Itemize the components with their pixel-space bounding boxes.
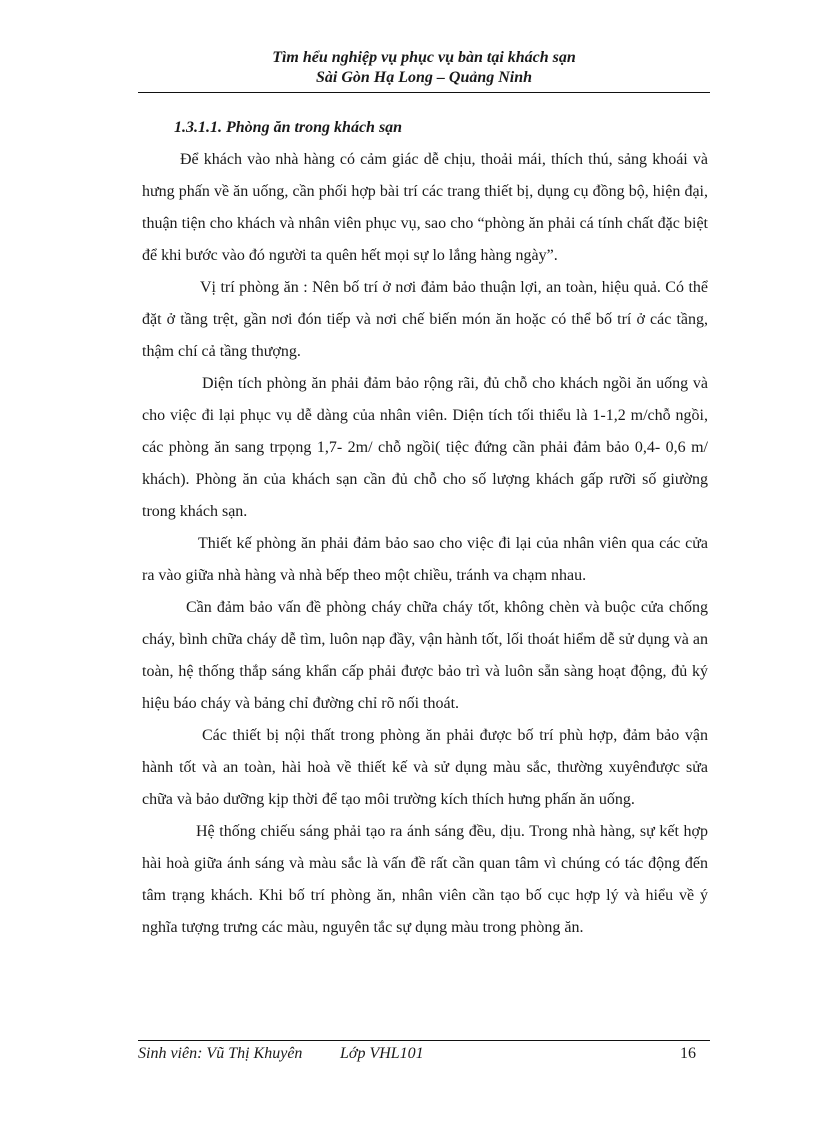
- footer-class: Lớp VHL101: [340, 1045, 424, 1062]
- running-footer: [138, 1044, 710, 1066]
- body-paragraph: Để khách vào nhà hàng có cảm giác dễ chịu, thoải mái, thích thú, sảng khoái và hưng phấn về ăn uống, cần phối hợp bài trí các trang thiết bị, dụng cụ đồng bộ, hiện đại, thuận tiện cho khách và nhân viên phục vụ, sao cho “phòng ăn phải cá tính chất đặc biệt để khi bước vào đó người ta quên hết mọi sự lo lắng hàng ngày”.: [142, 151, 708, 264]
- header-divider: [138, 92, 710, 93]
- body-paragraph: Vị trí phòng ăn : Nên bố trí ở nơi đảm bảo thuận lợi, an toàn, hiệu quả. Có thể đặt ở tầng trệt, gần nơi đón tiếp và nơi chế biến món ăn hoặc có thể bố trí ở các tầng, thậm chí cả tầng thượng.: [142, 279, 708, 360]
- page-body: [142, 112, 708, 944]
- body-paragraph: Thiết kế phòng ăn phải đảm bảo sao cho việc đi lại của nhân viên qua các cửa ra vào giữa nhà hàng và nhà bếp theo một chiều, tránh va chạm nhau.: [142, 535, 708, 584]
- body-paragraph: Hệ thống chiếu sáng phải tạo ra ánh sáng đều, dịu. Trong nhà hàng, sự kết hợp hài hoà giữa ánh sáng và màu sắc là vấn đề rất cần quan tâm vì chúng có tác động đến tâm trạng khách. Khi bố trí phòng ăn, nhân viên cần tạo bố cục hợp lý và hiểu về ý nghĩa tượng trưng các màu, nguyên tắc sự dụng màu trong phòng ăn.: [142, 823, 708, 936]
- body-paragraph: Diện tích phòng ăn phải đảm bảo rộng rãi, đủ chỗ cho khách ngồi ăn uống và cho việc đi lại phục vụ dễ dàng của nhân viên. Diện tích tối thiểu là 1-1,2 m/chỗ ngồi, các phòng ăn sang trpọng 1,7- 2m/ chỗ ngồi( tiệc đứng cần phải đảm bảo 0,4- 0,6 m/ khách). Phòng ăn của khách sạn cần đủ chỗ cho số lượng khách gấp rưỡi số giường trong khách sạn.: [142, 375, 708, 520]
- header-title-line2: Sài Gòn Hạ Long – Quảng Ninh: [315, 69, 533, 86]
- header-title-line1: Tìm hểu nghiệp vụ phục vụ bàn tại khách sạn: [272, 49, 576, 66]
- page-number: 16: [680, 1045, 696, 1062]
- running-header: [138, 48, 710, 88]
- footer-student: Sinh viên: Vũ Thị Khuyên: [138, 1045, 303, 1062]
- footer-divider: [138, 1040, 710, 1041]
- body-paragraph: Cần đảm bảo vấn đề phòng cháy chữa cháy tốt, không chèn và buộc cửa chống cháy, bình chữa cháy dễ tìm, luôn nạp đầy, vận hành tốt, lối thoát hiểm dễ sử dụng và an toàn, hệ thống thắp sáng khẩn cấp phải được bảo trì và luôn sẵn sàng hoạt động, đủ ký hiệu báo cháy và bảng chỉ đường chỉ rõ nối thoát.: [142, 599, 708, 712]
- section-heading: 1.3.1.1. Phòng ăn trong khách sạn: [174, 119, 403, 136]
- body-paragraph: Các thiết bị nội thất trong phòng ăn phải được bố trí phù hợp, đảm bảo vận hành tốt và an toàn, hài hoà về thiết kế và sử dụng màu sắc, thường xuyênđược sửa chữa và bảo dưỡng kịp thời để tạo môi trường kích thích hưng phấn ăn uống.: [142, 727, 708, 808]
